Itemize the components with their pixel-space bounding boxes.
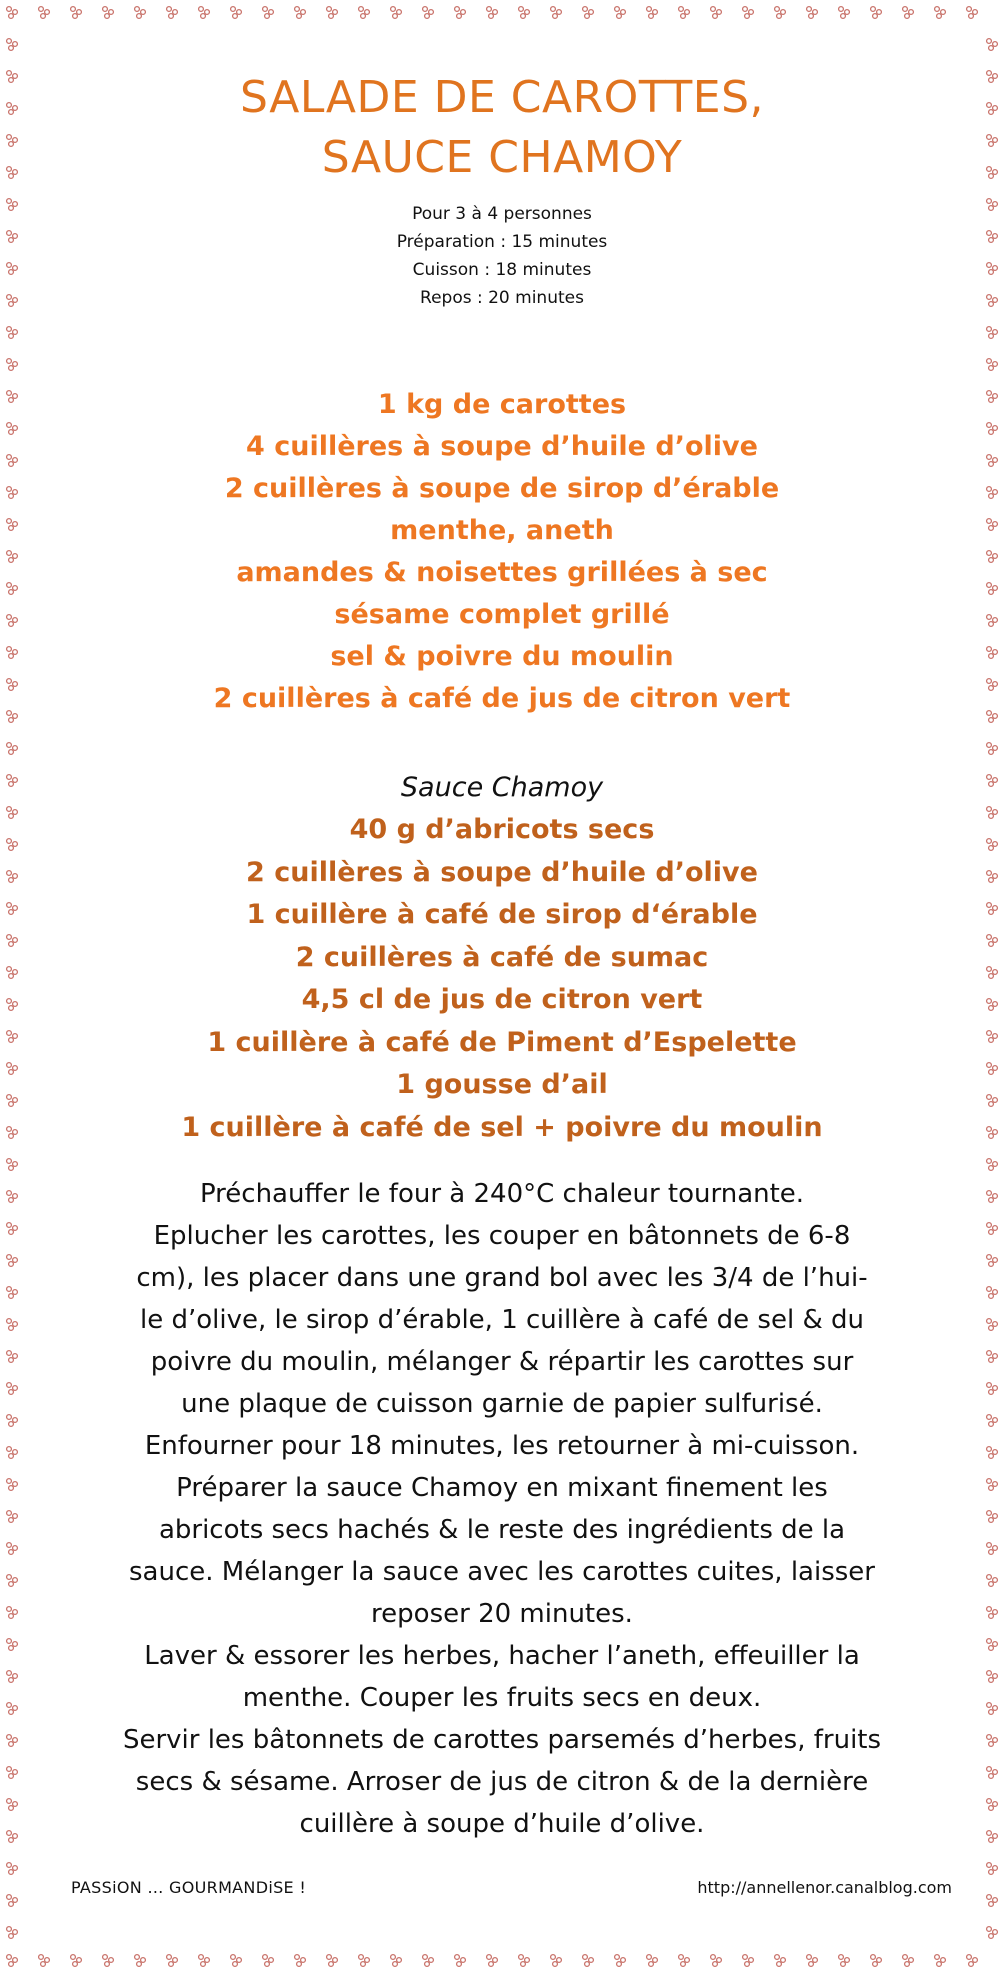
bead-ornament [7, 711, 18, 723]
bead-ornament [7, 1351, 18, 1363]
bead-ornament [679, 7, 690, 19]
bead-ornament [679, 1955, 690, 1967]
bead-ornament [987, 1543, 998, 1555]
bead-ornament [7, 1031, 18, 1043]
bead-ornament [7, 807, 18, 819]
bead-ornament [327, 7, 338, 19]
bead-ornament [71, 1955, 82, 1967]
bead-ornament [7, 999, 18, 1011]
ingredient-item: sel & poivre du moulin [330, 641, 674, 672]
bead-ornament [295, 1955, 306, 1967]
bead-ornament [551, 7, 562, 19]
bead-ornament [359, 1955, 370, 1967]
bead-ornament [7, 167, 18, 179]
bead-ornament [7, 839, 18, 851]
ingredient-item: 2 cuillères à café de jus de citron vert [213, 683, 791, 714]
recipe-card [40, 40, 964, 1932]
bead-ornament [7, 1447, 18, 1459]
bead-ornament [327, 1955, 338, 1967]
bead-ornament [7, 1639, 18, 1651]
bead-ornament [987, 167, 998, 179]
bead-ornament [423, 7, 434, 19]
bead-ornament [987, 807, 998, 819]
bead-ornament [7, 1735, 18, 1747]
bead-ornament [7, 1543, 18, 1555]
recipe-meta [40, 200, 964, 312]
bead-ornament [7, 1607, 18, 1619]
bead-ornament [7, 1863, 18, 1875]
bead-ornament [7, 967, 18, 979]
bead-ornament [987, 775, 998, 787]
bead-ornament [7, 327, 18, 339]
bead-ornament [647, 1955, 658, 1967]
bead-ornament [987, 1799, 998, 1811]
bead-ornament [7, 1127, 18, 1139]
bead-ornament [7, 583, 18, 595]
bead-ornament [987, 1287, 998, 1299]
bead-ornament [7, 359, 18, 371]
bead-ornament [987, 1031, 998, 1043]
bead-ornament [775, 1955, 786, 1967]
bead-ornament [987, 359, 998, 371]
bead-ornament [7, 135, 18, 147]
sauce-item: 1 gousse d’ail [396, 1069, 608, 1100]
bead-ornament [7, 647, 18, 659]
prep-time: Préparation : 15 minutes [396, 232, 608, 252]
bead-ornament [7, 1895, 18, 1907]
bead-ornament [935, 1955, 946, 1967]
bead-ornament [551, 1955, 562, 1967]
bead-ornament [987, 1767, 998, 1779]
bead-ornament [7, 903, 18, 915]
footer-website: http://annellenor.canalblog.com [697, 1878, 952, 1897]
bead-ornament [987, 615, 998, 627]
bead-ornament [987, 519, 998, 531]
ingredient-item: amandes & noisettes grillées à sec [236, 557, 768, 588]
ingredient-item: menthe, aneth [390, 515, 614, 546]
bead-ornament [987, 231, 998, 243]
bead-ornament [487, 1955, 498, 1967]
cook-time: Cuisson : 18 minutes [412, 260, 592, 280]
bead-ornament [987, 327, 998, 339]
bead-ornament [987, 647, 998, 659]
recipe-title [40, 68, 964, 188]
bead-ornament [7, 231, 18, 243]
bead-ornament [987, 71, 998, 83]
bead-ornament [7, 1511, 18, 1523]
bead-ornament [7, 935, 18, 947]
bead-ornament [987, 103, 998, 115]
bead-ornament [295, 7, 306, 19]
step-line: menthe. Couper les fruits secs en deux. [242, 1683, 762, 1713]
bead-ornament [987, 295, 998, 307]
bead-ornament [987, 199, 998, 211]
bead-ornament [391, 7, 402, 19]
bead-ornament [987, 1927, 998, 1939]
bead-ornament [987, 999, 998, 1011]
bead-ornament [987, 1351, 998, 1363]
bead-ornament [987, 1607, 998, 1619]
step-line: cuillère à soupe d’huile d’olive. [299, 1809, 705, 1839]
bead-ornament [519, 1955, 530, 1967]
bead-ornament [7, 263, 18, 275]
bead-ornament [7, 1159, 18, 1171]
bead-ornament [987, 967, 998, 979]
step-line: abricots secs hachés & le reste des ingrédients de la [158, 1515, 846, 1545]
bead-ornament [903, 1955, 914, 1967]
bead-ornament [7, 487, 18, 499]
bead-ornament [231, 7, 242, 19]
step-line: cm), les placer dans une grand bol avec les 3/4 de l’hui- [136, 1263, 868, 1293]
bead-ornament [7, 1831, 18, 1843]
bead-ornament [7, 71, 18, 83]
bead-ornament [7, 1703, 18, 1715]
sauce-heading: Sauce Chamoy [400, 772, 604, 803]
bead-ornament [987, 839, 998, 851]
step-line: reposer 20 minutes. [371, 1599, 633, 1629]
bead-ornament [987, 1319, 998, 1331]
bead-ornament [167, 7, 178, 19]
bead-ornament [231, 1955, 242, 1967]
bead-ornament [7, 615, 18, 627]
bead-ornament [7, 871, 18, 883]
bead-ornament [391, 1955, 402, 1967]
bead-ornament [987, 39, 998, 51]
bead-ornament [807, 1955, 818, 1967]
bead-ornament [7, 1095, 18, 1107]
bead-ornament [7, 1191, 18, 1203]
bead-ornament [987, 1415, 998, 1427]
sauce-ingredient-list [40, 809, 964, 1149]
bead-ornament [871, 1955, 882, 1967]
bead-ornament [987, 1159, 998, 1171]
step-line: poivre du moulin, mélanger & répartir les carottes sur [150, 1347, 854, 1377]
bead-ornament [7, 1287, 18, 1299]
bead-ornament [987, 1383, 998, 1395]
bead-ornament [7, 391, 18, 403]
bead-ornament [7, 1415, 18, 1427]
ingredient-item: 1 kg de carottes [377, 389, 627, 420]
bead-ornament [987, 263, 998, 275]
bead-ornament [263, 7, 274, 19]
bead-ornament [583, 1955, 594, 1967]
bead-ornament [7, 1383, 18, 1395]
bead-ornament [7, 295, 18, 307]
bead-ornament [871, 7, 882, 19]
bead-ornament [987, 423, 998, 435]
bead-ornament [987, 1479, 998, 1491]
bead-ornament [987, 1895, 998, 1907]
sauce-item: 4,5 cl de jus de citron vert [301, 984, 703, 1015]
bead-ornament [7, 423, 18, 435]
bead-ornament [7, 1319, 18, 1331]
bead-ornament [987, 487, 998, 499]
bead-ornament [987, 711, 998, 723]
bead-ornament [987, 583, 998, 595]
bead-ornament [987, 1863, 998, 1875]
bead-ornament [711, 7, 722, 19]
bead-ornament [7, 519, 18, 531]
bead-ornament [199, 7, 210, 19]
bead-ornament [7, 551, 18, 563]
bead-ornament [7, 103, 18, 115]
bead-ornament [519, 7, 530, 19]
bead-ornament [987, 1447, 998, 1459]
bead-ornament [7, 1479, 18, 1491]
step-line: Laver & essorer les herbes, hacher l’aneth, effeuiller la [144, 1641, 860, 1671]
bead-ornament [987, 1255, 998, 1267]
bead-ornament [987, 1671, 998, 1683]
bead-ornament [615, 7, 626, 19]
bead-ornament [39, 1955, 50, 1967]
bead-ornament [807, 7, 818, 19]
bead-ornament [967, 1955, 978, 1967]
bead-ornament [987, 1703, 998, 1715]
bead-ornament [711, 1955, 722, 1967]
bead-ornament [987, 743, 998, 755]
bead-ornament [103, 7, 114, 19]
sauce-item: 1 cuillère à café de Piment d’Espelette [207, 1026, 797, 1058]
step-line: une plaque de cuisson garnie de papier sulfurisé. [181, 1389, 823, 1419]
bead-ornament [987, 455, 998, 467]
ingredient-item: sésame complet grillé [334, 599, 670, 630]
bead-ornament [7, 775, 18, 787]
bead-ornament [987, 935, 998, 947]
title-line-1: SALADE DE CAROTTES, [239, 72, 765, 123]
sauce-item: 2 cuillères à soupe d’huile d’olive [246, 856, 758, 888]
bead-ornament [7, 743, 18, 755]
bead-ornament [775, 7, 786, 19]
bead-ornament [423, 1955, 434, 1967]
bead-ornament [987, 1127, 998, 1139]
bead-ornament [987, 1831, 998, 1843]
ingredient-list [40, 384, 964, 720]
bead-ornament [7, 1255, 18, 1267]
bead-ornament [167, 1955, 178, 1967]
bead-ornament [39, 7, 50, 19]
bead-ornament [987, 1063, 998, 1075]
bead-ornament [987, 1575, 998, 1587]
bead-ornament [987, 551, 998, 563]
bead-ornament [455, 1955, 466, 1967]
bead-ornament [987, 391, 998, 403]
bead-ornament [987, 1223, 998, 1235]
bead-ornament [7, 455, 18, 467]
bead-ornament [743, 1955, 754, 1967]
bead-ornament [7, 1223, 18, 1235]
bead-ornament [263, 1955, 274, 1967]
bead-ornament [455, 7, 466, 19]
bead-ornament [967, 7, 978, 19]
bead-ornament [987, 871, 998, 883]
bead-ornament [7, 1799, 18, 1811]
step-line: le d’olive, le sirop d’érable, 1 cuillère à café de sel & du [140, 1305, 864, 1335]
bead-ornament [743, 7, 754, 19]
bead-ornament [487, 7, 498, 19]
step-line: sauce. Mélanger la sauce avec les carottes cuites, laisser [128, 1557, 875, 1587]
bead-ornament [7, 39, 18, 51]
ingredient-item: 2 cuillères à soupe de sirop d’érable [224, 473, 780, 504]
bead-ornament [987, 1735, 998, 1747]
bead-ornament [987, 1511, 998, 1523]
step-line: secs & sésame. Arroser de jus de citron & de la dernière [135, 1767, 869, 1797]
bead-ornament [7, 1927, 18, 1939]
sauce-item: 2 cuillères à café de sumac [295, 941, 709, 973]
sauce-item: 1 cuillère à café de sel + poivre du moulin [181, 1111, 823, 1143]
step-line: Préchauffer le four à 240°C chaleur tournante. [199, 1179, 805, 1209]
bead-ornament [987, 135, 998, 147]
bead-ornament [7, 1955, 18, 1967]
ingredient-item: 4 cuillères à soupe d’huile d’olive [246, 431, 758, 462]
step-line: Enfourner pour 18 minutes, les retourner à mi-cuisson. [144, 1431, 860, 1461]
bead-ornament [839, 1955, 850, 1967]
servings: Pour 3 à 4 personnes [412, 204, 592, 224]
bead-ornament [987, 1639, 998, 1651]
bead-ornament [647, 7, 658, 19]
footer-slogan: PASSiON … GOURMANDiSE ! [71, 1878, 307, 1897]
bead-ornament [935, 7, 946, 19]
bead-ornament [987, 1191, 998, 1203]
bead-ornament [71, 7, 82, 19]
bead-ornament [839, 7, 850, 19]
step-line: Préparer la sauce Chamoy en mixant finement les [176, 1473, 828, 1503]
sauce-item: 1 cuillère à café de sirop d‘érable [246, 899, 758, 930]
bead-ornament [199, 1955, 210, 1967]
bead-ornament [7, 1671, 18, 1683]
bead-ornament [615, 1955, 626, 1967]
bead-ornament [7, 679, 18, 691]
bead-ornament [903, 7, 914, 19]
step-line: Servir les bâtonnets de carottes parsemés d’herbes, fruits [122, 1725, 882, 1755]
bead-ornament [359, 7, 370, 19]
bead-ornament [7, 1063, 18, 1075]
bead-ornament [7, 1575, 18, 1587]
bead-ornament [7, 7, 18, 19]
bead-ornament [583, 7, 594, 19]
preparation-steps [60, 1173, 944, 1845]
bead-ornament [7, 1767, 18, 1779]
bead-ornament [135, 7, 146, 19]
bead-ornament [7, 199, 18, 211]
step-line: Eplucher les carottes, les couper en bâtonnets de 6-8 [153, 1221, 851, 1251]
sauce-item: 40 g d’abricots secs [349, 814, 655, 845]
bead-ornament [987, 679, 998, 691]
bead-ornament [135, 1955, 146, 1967]
bead-ornament [987, 1095, 998, 1107]
bead-ornament [103, 1955, 114, 1967]
bead-ornament [987, 903, 998, 915]
rest-time: Repos : 20 minutes [420, 288, 584, 308]
title-line-2: SAUCE CHAMOY [321, 132, 683, 183]
